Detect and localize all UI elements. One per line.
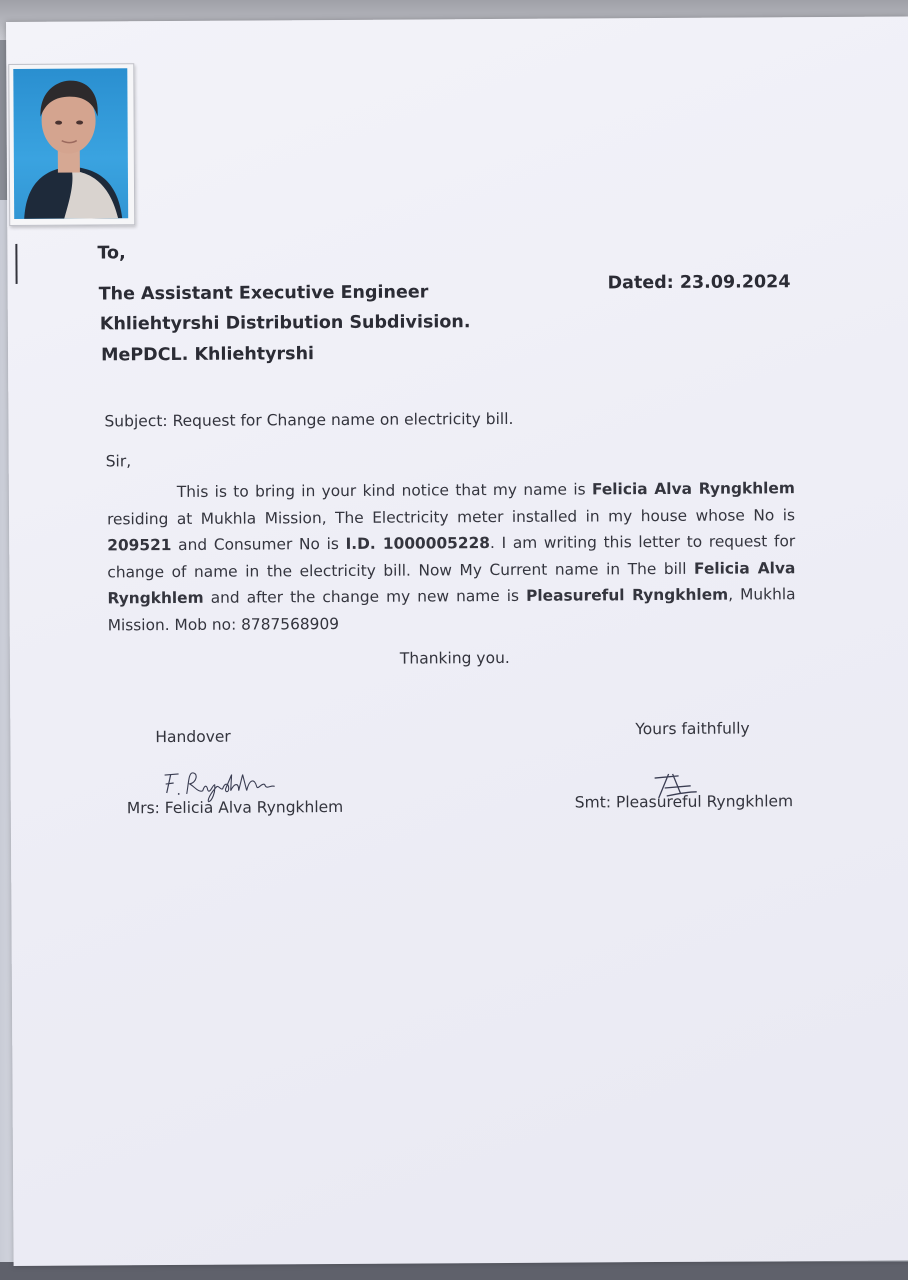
body-text-4: . I am writing this letter to request for change of name in the electricity bill. Now My Current name in The bill <box>107 532 796 581</box>
yours-faithfully: Yours faithfully <box>635 719 750 739</box>
old-name: Felicia Alva Ryngkhlem <box>591 479 795 499</box>
body-text-2: residing at Mukhla Mission, The Electricity meter installed in my house whose No is <box>106 505 796 528</box>
recipient-line-3: MePDCL. Khliehtyrshi <box>100 344 315 366</box>
salutation: Sir, <box>105 452 132 471</box>
body-text-3: and Consumer No is <box>171 534 346 554</box>
meter-number: 209521 <box>107 535 172 555</box>
handover-label: Handover <box>155 727 231 747</box>
photo-portrait <box>13 68 128 219</box>
letter-body <box>107 475 796 638</box>
sender-name: Smt: Pleasureful Ryngkhlem <box>574 792 794 812</box>
closing-thanks: Thanking you. <box>399 648 510 668</box>
handover-name: Mrs: Felicia Alva Ryngkhlem <box>126 797 344 818</box>
passport-photo <box>8 63 135 226</box>
margin-mark <box>15 244 17 284</box>
recipient-line-2: Khliehtyrshi Distribution Subdivision. <box>99 312 471 335</box>
body-text-1: This is to bring in your kind notice that my name is <box>176 480 592 501</box>
consumer-number: I.D. 1000005228 <box>345 534 491 553</box>
letter-date: Dated: 23.09.2024 <box>607 272 791 294</box>
body-text-6: , Mukhla Mission. Mob no: 8787568909 <box>107 585 796 634</box>
current-name: Felicia Alva Ryngkhlem <box>107 558 796 608</box>
new-name: Pleasureful Ryngkhlem <box>526 585 729 605</box>
recipient-line-1: The Assistant Executive Engineer <box>98 282 429 305</box>
portrait-figure <box>13 68 128 219</box>
letter-page <box>6 16 908 1265</box>
to-label: To, <box>97 243 126 264</box>
subject-line: Subject: Request for Change name on electricity bill. <box>104 409 514 431</box>
body-text-5: and after the change my new name is <box>203 586 527 607</box>
